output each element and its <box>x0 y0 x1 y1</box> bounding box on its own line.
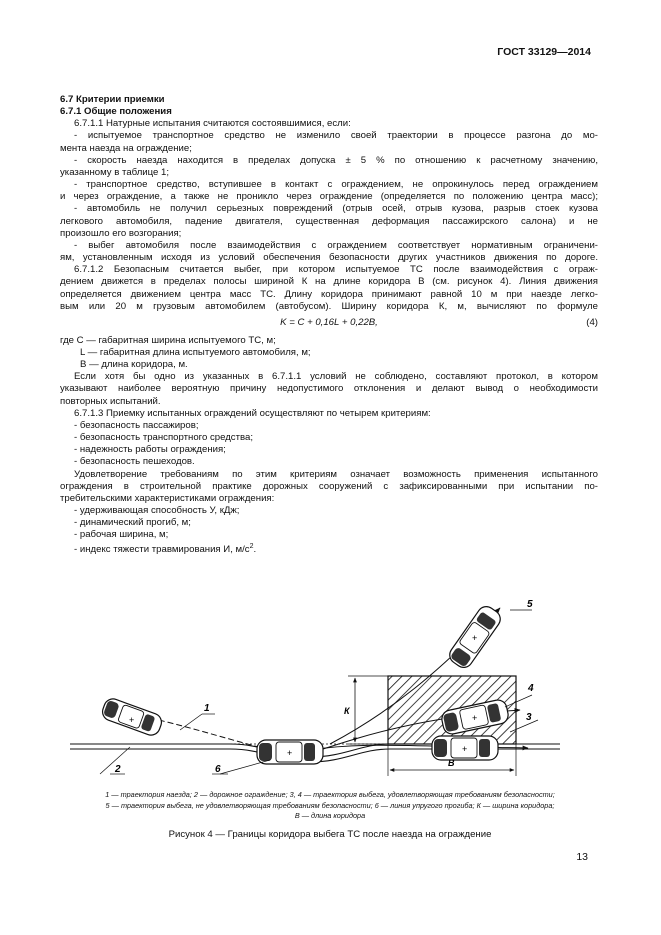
paragraph-satisfy-line: Удовлетворение требованиям по этим критериям означает возможность применения испытанного <box>74 468 598 480</box>
paragraph-6712-line: дением движется в пределах полосы шириной К на длине коридора В (см. рисунок 4). Линия движения <box>60 276 598 288</box>
characteristic-item: - удерживающая способность У, кДж; <box>74 505 240 516</box>
paragraph-6713-intro: 6.7.1.3 Приемку испытанных ограждений осуществляют по четырем критериям: <box>74 407 431 419</box>
bullet-line: легкового автомобиля, падение двигателя, существенная деформация пассажирского салона) и не <box>60 215 598 227</box>
label-2: 2 <box>115 764 121 775</box>
paragraph-6711-intro: 6.7.1.1 Натурные испытания считаются состоявшимися, если: <box>74 118 351 130</box>
dimension-k <box>344 676 388 744</box>
characteristic-item-last <box>60 541 598 556</box>
label-1: 1 <box>204 703 210 714</box>
paragraph-6712-line: вым или 20 м грузовым автомобилем (автобусом). Ширину коридора К, м, вычисляют по формуле <box>60 300 598 312</box>
label-3: 3 <box>526 712 532 723</box>
paragraph-if-line: указывают наиболее вероятную причину недопустимого отклонения и делают вывод о необходимости <box>60 383 598 395</box>
center-mark: + <box>462 744 468 754</box>
bullet-line: указанному в таблице 1; <box>60 166 170 178</box>
section-subtitle: 6.7.1 Общие положения <box>60 106 172 118</box>
formula-text: K = C + 0,16L + 0,22B, <box>280 316 378 328</box>
label-6: 6 <box>215 764 221 775</box>
superscript: 2 <box>249 543 254 551</box>
criteria-item: - безопасность пешеходов. <box>74 456 195 468</box>
paragraph-6712-line: определяется движением центра масс ТС. Длину коридора принимают равной 10 м при наезде легко- <box>60 288 598 300</box>
label-k: К <box>344 706 350 716</box>
figure-legend <box>40 790 620 822</box>
bullet-line: мента наезда на ограждение; <box>60 142 192 154</box>
approach-trajectory <box>150 718 270 750</box>
period: . <box>253 544 257 556</box>
formula-4 <box>60 317 598 333</box>
bullet-line: ям, установленным исходя из условий обеспечения безопасности других участников движения по дороге. <box>60 252 598 264</box>
text-column <box>60 94 598 557</box>
bullet-line: и через ограждение, а также не проникло через ограждение (определяется по положению центра масс); <box>60 191 598 203</box>
legend-line: 5 — траектория выбега, не удовлетворяющая требованиям безопасности; 6 — линия упругого прогиба; К — ширина коридора; <box>105 800 555 810</box>
definition-l: L — габаритная длина испытуемого автомобиля, м; <box>80 346 311 358</box>
center-mark: + <box>472 713 478 723</box>
criteria-item: - безопасность пассажиров; <box>74 419 199 431</box>
center-mark: + <box>129 715 135 725</box>
criteria-item: - надежность работы ограждения; <box>74 444 226 456</box>
paragraph-satisfy-line: ограждения в строительной практике дорожных сооружений с зафиксированными при испытании по- <box>60 480 598 492</box>
characteristic-item: - динамический прогиб, м; <box>74 517 191 529</box>
definition-c: где С — габаритная ширина испытуемого ТС, м; <box>60 334 276 346</box>
formula-definitions <box>60 335 598 371</box>
label-4: 4 <box>528 683 534 694</box>
paragraph-if-line: повторных испытаний. <box>60 395 161 407</box>
bullet-line: - скорость наезда находится в пределах допуска ± 5 % по отношению к расчетному значению, <box>74 154 598 166</box>
bullet-line: - испытуемое транспортное средство не изменило своей траектории в процессе разгона до мо- <box>74 130 598 142</box>
page-number: 13 <box>576 851 588 863</box>
figure-caption: Рисунок 4 — Границы коридора выбега ТС после наезда на ограждение <box>168 829 492 840</box>
label-5: 5 <box>527 599 533 610</box>
characteristic-text: - индекс тяжести травмирования И, м/с <box>74 544 250 556</box>
label-b: В <box>448 758 455 768</box>
bullet-line: произошло его возгорания; <box>60 227 182 239</box>
section-title: 6.7 Критерии приемки <box>60 94 165 105</box>
bullet-line: - транспортное средство, вступившее в контакт с ограждением, не опрокинулось перед ограждением <box>74 179 598 191</box>
bullet-line: - автомобиль не получил серьезных повреждений (отрыв осей, отрыв кузова, разрыв стоек кузова <box>74 203 598 215</box>
paragraph-if-line: Если хотя бы одно из указанных в 6.7.1.1 условий не соблюдено, составляют протокол, в котором <box>74 371 598 383</box>
legend-line: В — длина коридора <box>294 811 366 820</box>
paragraph-6712-line: 6.7.1.2 Безопасным считается выбег, при котором испытуемое ТС после взаимодействия с ограж- <box>74 264 598 276</box>
definition-b: В — длина коридора, м. <box>80 359 188 371</box>
paragraph-satisfy-line: требительскими характеристиками ограждения: <box>60 492 275 504</box>
criteria-item: - безопасность транспортного средства; <box>74 432 253 444</box>
center-mark: + <box>287 748 293 758</box>
figure-4-diagram <box>60 592 600 782</box>
characteristic-item: - рабочая ширина, м; <box>74 529 169 541</box>
document-header: ГОСТ 33129—2014 <box>497 46 591 58</box>
bullet-line: - выбег автомобиля после взаимодействия с ограждением соответствует нормативным ограничени- <box>74 239 598 251</box>
formula-number: (4) <box>586 316 598 328</box>
legend-line: 1 — траектория наезда; 2 — дорожное ограждение; 3, 4 — траектория выбега, удовлетворяющая требованиям безопасности; <box>105 790 555 799</box>
center-mark: + <box>472 633 478 643</box>
